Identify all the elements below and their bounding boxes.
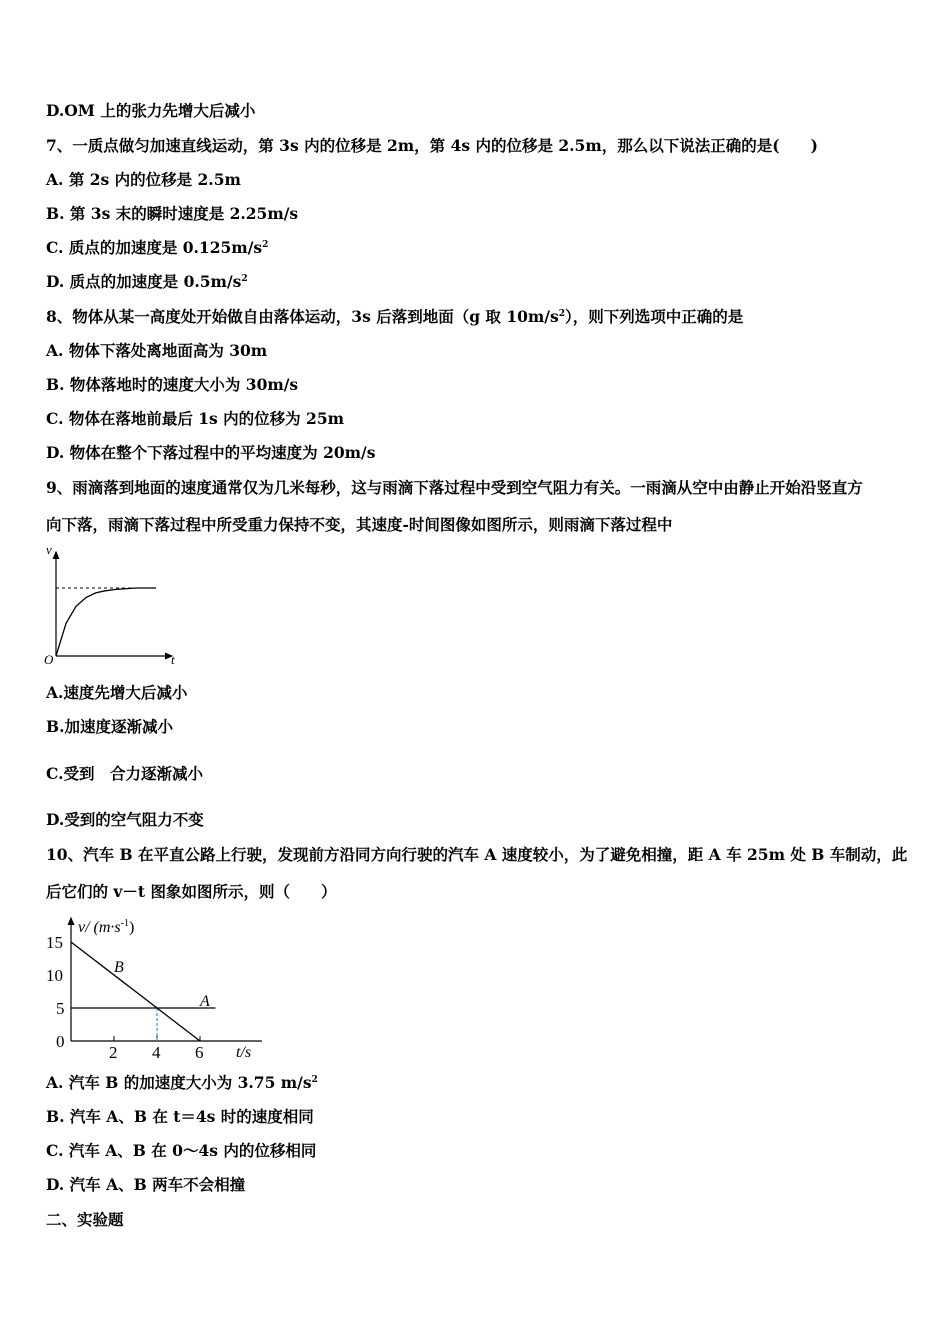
y-label-exp: -1	[120, 918, 129, 929]
series-b-line	[71, 942, 200, 1041]
y-tick-label: 15	[46, 933, 63, 952]
section-heading-experiment: 二、实验题	[46, 1210, 124, 1229]
q10-option-d: D. 汽车 A、B 两车不会相撞	[46, 1175, 246, 1194]
y-tick-label: 5	[56, 999, 65, 1018]
q7-stem: 7、一质点做匀加速直线运动，第 3s 内的位移是 2m，第 4s 内的位移是 2.5m，那么以下说法正确的是( )	[46, 136, 818, 155]
q9-option-c: C.受到 合力逐渐减小	[46, 764, 203, 783]
y-label-close: )	[129, 919, 135, 936]
x-tick-label: 6	[195, 1043, 204, 1062]
q7-option-d	[46, 272, 248, 292]
y-axis-label	[78, 918, 134, 936]
v-axis-label: v	[46, 542, 52, 557]
q10-option-c: C. 汽车 A、B 在 0～4s 内的位移相同	[46, 1141, 317, 1160]
q10-option-a	[46, 1073, 318, 1093]
q7-option-c-text: C. 质点的加速度是 0.125m/s	[46, 238, 263, 257]
q7-option-d-text: D. 质点的加速度是 0.5m/s	[46, 272, 242, 291]
q10-vt-graph	[40, 910, 270, 1065]
x-label-text: t/s	[236, 1044, 252, 1061]
y-tick-label: 0	[56, 1032, 65, 1051]
q8-stem	[46, 307, 743, 327]
q8-option-a: A. 物体下落处离地面高为 30m	[46, 341, 268, 360]
q9-vt-graph	[40, 540, 190, 670]
series-a-label: A	[200, 993, 210, 1010]
q7-option-c	[46, 238, 268, 258]
x-tick-label: 2	[109, 1043, 118, 1062]
q10-option-a-text: A. 汽车 B 的加速度大小为 3.75 m/s	[46, 1073, 312, 1092]
q9-stem-line2: 向下落，雨滴下落过程中所受重力保持不变，其速度-时间图像如图所示，则雨滴下落过程中	[46, 515, 673, 534]
x-axis-label	[236, 1044, 251, 1061]
superscript: 2	[241, 274, 248, 284]
superscript: 2	[558, 309, 565, 319]
q10-option-b: B. 汽车 A、B 在 t＝4s 时的速度相同	[46, 1107, 314, 1126]
q9-option-d: D.受到的空气阻力不变	[46, 810, 204, 829]
superscript: 2	[262, 240, 269, 250]
q10-stem-line2: 后它们的 v－t 图象如图所示，则（ ）	[46, 882, 337, 901]
y-label-main: v/ (m·s	[78, 919, 121, 936]
x-tick-label: 4	[152, 1043, 161, 1062]
q6-option-d: D.OM 上的张力先增大后减小	[46, 101, 256, 120]
q8-option-b: B. 物体落地时的速度大小为 30m/s	[46, 375, 299, 394]
y-tick-label: 10	[46, 966, 63, 985]
origin-label: O	[44, 652, 54, 667]
q10-stem-line1: 10、汽车 B 在平直公路上行驶，发现前方沿同方向行驶的汽车 A 速度较小，为了避免相撞，距 A 车 25m 处 B 车制动，此	[46, 845, 908, 864]
t-axis-label: t	[171, 652, 175, 667]
q9-stem-line1: 9、雨滴落到地面的速度通常仅为几米每秒，这与雨滴下落过程中受到空气阻力有关。一雨滴从空中由静止开始沿竖直方	[46, 478, 863, 497]
q8-stem-text: 8、物体从某一高度处开始做自由落体运动，3s 后落到地面（g 取 10m/s	[46, 307, 559, 326]
series-b-label: B	[114, 959, 124, 976]
q7-option-b: B. 第 3s 末的瞬时速度是 2.25m/s	[46, 204, 299, 223]
q8-option-c: C. 物体在落地前最后 1s 内的位移为 25m	[46, 409, 345, 428]
velocity-curve	[56, 588, 156, 656]
q7-option-a: A. 第 2s 内的位移是 2.5m	[46, 170, 241, 189]
q8-stem-tail: ），则下列选项中正确的是	[564, 307, 744, 326]
q9-option-b: B.加速度逐渐减小	[46, 717, 173, 736]
superscript: 2	[311, 1075, 318, 1085]
q9-option-a: A.速度先增大后减小	[46, 683, 188, 702]
q8-option-d: D. 物体在整个下落过程中的平均速度为 20m/s	[46, 443, 376, 462]
